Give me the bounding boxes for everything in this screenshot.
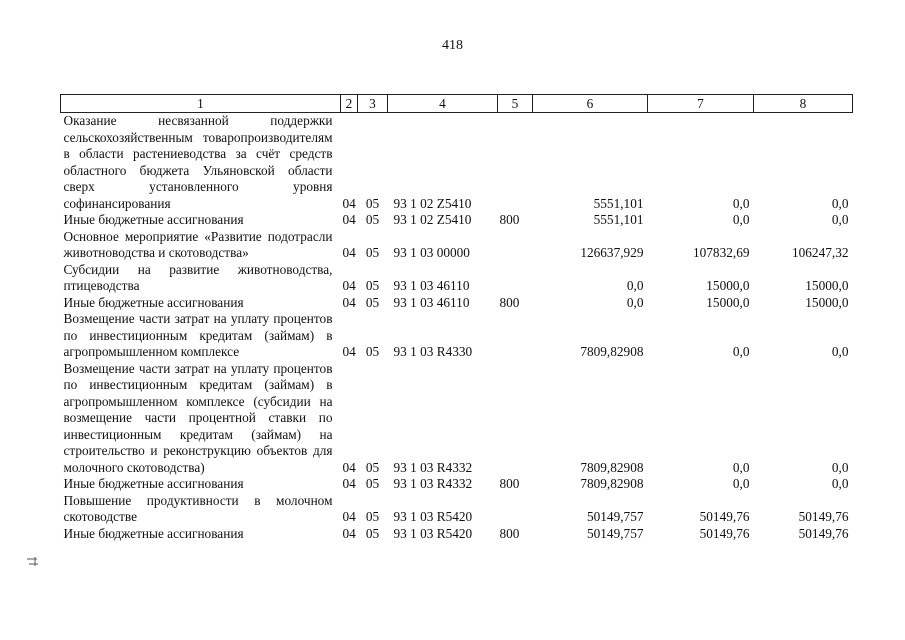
table-row — [61, 361, 853, 477]
row-value-3: 0,0 — [831, 476, 849, 491]
row-subsection: 05 — [365, 344, 380, 359]
row-expense-type — [498, 311, 533, 361]
table-row — [61, 229, 853, 262]
header-col-8: 8 — [754, 95, 853, 113]
row-value-3: 106247,32 — [791, 245, 849, 260]
row-name: Возмещение части затрат на уплату процентов по инвестиционным кредитам (займам) в агропромышленном комплексе (субсидии на возмещение части процентной ставки по инвестиционным кредитам (займам) на строительство и реконструкцию объектов для молочного скотоводства) — [63, 360, 333, 475]
row-name: Иные бюджетные ассигнования — [63, 212, 244, 227]
row-section: 04 — [342, 212, 356, 227]
row-value-3: 15000,0 — [805, 294, 849, 310]
row-value-2: 15000,0 — [706, 278, 750, 293]
row-expense-type — [498, 113, 533, 213]
row-value-1: 50149,757 — [586, 525, 644, 541]
row-subsection: 05 — [365, 525, 380, 541]
row-value-1: 0,0 — [626, 278, 644, 293]
row-name: Иные бюджетные ассигнования — [63, 294, 244, 310]
row-value-2: 0,0 — [732, 344, 750, 359]
header-col-5: 5 — [498, 95, 533, 113]
row-value-2: 0,0 — [732, 212, 750, 227]
row-target-code: 93 1 03 R4332 — [393, 459, 473, 475]
row-expense-type — [498, 493, 533, 526]
row-section: 04 — [342, 294, 356, 310]
row-expense-type: 800 — [499, 476, 520, 491]
margin-scan-mark — [26, 556, 40, 573]
row-name: Субсидии на развитие животноводства, птицеводства — [63, 261, 333, 293]
row-value-3: 15000,0 — [805, 278, 849, 293]
row-expense-type: 800 — [499, 294, 520, 310]
row-value-2: 0,0 — [732, 476, 750, 491]
row-section: 04 — [342, 245, 356, 260]
table-row — [61, 295, 853, 312]
header-col-6: 6 — [533, 95, 648, 113]
row-value-2: 0,0 — [732, 459, 750, 475]
row-section: 04 — [342, 525, 356, 541]
table-header-row — [61, 95, 853, 113]
row-target-code: 93 1 03 R5420 — [393, 525, 473, 541]
header-col-2: 2 — [341, 95, 358, 113]
header-col-4: 4 — [388, 95, 498, 113]
row-value-3: 0,0 — [831, 459, 849, 475]
row-subsection: 05 — [365, 509, 380, 524]
scan-mark-icon — [26, 556, 40, 568]
row-value-1: 7809,82908 — [580, 476, 644, 491]
row-value-1: 7809,82908 — [580, 344, 644, 359]
row-value-3: 0,0 — [831, 344, 849, 359]
header-col-3: 3 — [358, 95, 388, 113]
table-row — [61, 476, 853, 493]
row-value-2: 50149,76 — [699, 509, 750, 524]
row-value-2: 0,0 — [732, 195, 750, 211]
table-body — [61, 113, 853, 543]
row-target-code: 93 1 02 Z5410 — [393, 212, 472, 227]
table-row — [61, 311, 853, 361]
row-value-1: 7809,82908 — [580, 459, 644, 475]
row-expense-type: 800 — [499, 212, 520, 227]
row-value-3: 50149,76 — [798, 525, 849, 541]
row-target-code: 93 1 03 R4332 — [393, 476, 473, 491]
row-section: 04 — [342, 195, 356, 211]
row-value-3: 50149,76 — [798, 509, 849, 524]
row-subsection: 05 — [365, 278, 380, 293]
row-value-2: 107832,69 — [692, 245, 750, 260]
row-value-1: 5551,101 — [593, 195, 644, 211]
row-value-1: 50149,757 — [586, 509, 644, 524]
row-section: 04 — [342, 459, 356, 475]
row-subsection: 05 — [365, 294, 380, 310]
row-name: Иные бюджетные ассигнования — [63, 525, 244, 541]
row-value-1: 0,0 — [626, 294, 644, 310]
row-expense-type: 800 — [499, 525, 520, 541]
row-name: Основное мероприятие «Развитие подотрасли животноводства и скотоводства» — [63, 228, 333, 260]
row-name: Повышение продуктивности в молочном скотоводстве — [63, 492, 333, 524]
table-row — [61, 212, 853, 229]
row-target-code: 93 1 03 R5420 — [393, 509, 473, 524]
page-number: 418 — [442, 38, 463, 53]
row-expense-type — [498, 229, 533, 262]
table-row — [61, 526, 853, 543]
budget-table — [60, 94, 853, 542]
table-row — [61, 113, 853, 213]
row-subsection: 05 — [365, 476, 380, 491]
row-name: Иные бюджетные ассигнования — [63, 476, 244, 491]
header-col-7: 7 — [648, 95, 754, 113]
row-subsection: 05 — [365, 459, 380, 475]
table-row — [61, 262, 853, 295]
table-row — [61, 493, 853, 526]
row-target-code: 93 1 03 46110 — [393, 294, 470, 310]
row-name: Возмещение части затрат на уплату процентов по инвестиционным кредитам (займам) в агропромышленном комплексе — [63, 311, 333, 359]
row-value-3: 0,0 — [831, 195, 849, 211]
row-section: 04 — [342, 344, 356, 359]
row-subsection: 05 — [365, 212, 380, 227]
row-section: 04 — [342, 476, 356, 491]
header-col-1: 1 — [61, 95, 341, 113]
row-value-3: 0,0 — [831, 212, 849, 227]
row-expense-type — [498, 361, 533, 477]
row-value-2: 50149,76 — [699, 525, 750, 541]
row-subsection: 05 — [365, 195, 380, 211]
row-target-code: 93 1 02 Z5410 — [393, 195, 472, 211]
row-expense-type — [498, 262, 533, 295]
row-section: 04 — [342, 278, 356, 293]
row-value-2: 15000,0 — [706, 294, 750, 310]
row-target-code: 93 1 03 00000 — [393, 245, 470, 260]
row-subsection: 05 — [365, 245, 380, 260]
row-target-code: 93 1 03 46110 — [393, 278, 470, 293]
row-name: Оказание несвязанной поддержки сельскохозяйственным товаропроизводителям в области растениеводства за счёт средств областного бюджета Ульяновской области сверх установленного уровня софинансирования — [63, 113, 333, 211]
row-target-code: 93 1 03 R4330 — [393, 344, 473, 359]
row-value-1: 126637,929 — [580, 245, 644, 260]
row-section: 04 — [342, 509, 356, 524]
row-value-1: 5551,101 — [593, 212, 644, 227]
